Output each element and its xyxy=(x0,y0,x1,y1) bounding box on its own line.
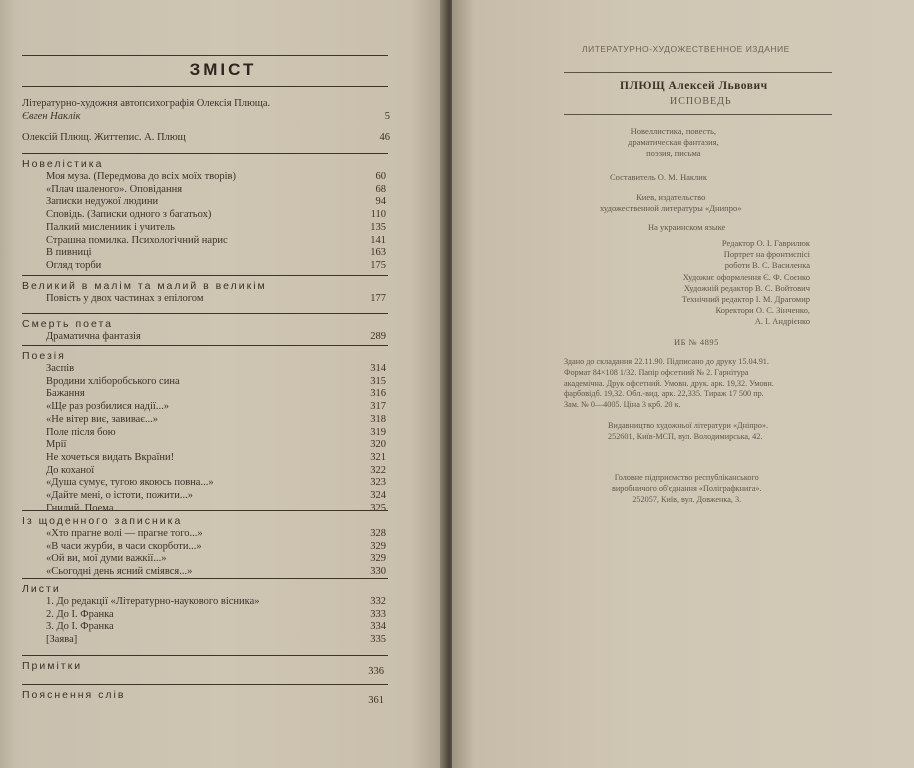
toc-entry: «Дайте мені, о істоти, пожити...» xyxy=(46,490,193,501)
toc-entry: «Сьогодні день ясний сміявся...» xyxy=(46,566,193,578)
printer-line: Головне підприємство республіканського xyxy=(614,473,759,482)
toc-entry: «Не вітер виє, завиває...» xyxy=(46,413,158,425)
print-line: фарбовідб. 19,32. Обл.-вид. арк. 22,335. Тираж 17 500 пр. xyxy=(564,389,764,399)
toc-page: 332 xyxy=(370,596,386,607)
toc-page: 325 xyxy=(370,502,386,514)
toc-page: 336 xyxy=(368,666,384,677)
section-rule xyxy=(22,684,388,685)
toc-page: 324 xyxy=(370,490,386,501)
toc-page: 323 xyxy=(370,477,386,489)
section-heading: Смерть поета xyxy=(22,318,113,330)
toc-entry: Олексій Плющ. Життепис. А. Плющ xyxy=(22,132,186,143)
toc-page: 317 xyxy=(370,401,386,413)
toc-page: 319 xyxy=(370,426,386,438)
toc-page: 322 xyxy=(370,464,386,476)
section-heading: Примітки xyxy=(22,660,83,672)
author-name: ПЛЮЩ Алексей Львович xyxy=(620,80,768,92)
toc-entry: До коханої xyxy=(46,464,95,476)
section-rule xyxy=(22,578,388,579)
toc-entry: «В часи журби, в часи скорботи...» xyxy=(46,540,202,552)
section-heading: Листи xyxy=(22,583,61,595)
toc-page: 330 xyxy=(370,566,386,578)
genre-line: поэзия, письма xyxy=(646,148,701,158)
toc-entry: Палкий мислениик і учитель xyxy=(46,221,175,233)
toc-entry: Бажання xyxy=(46,388,85,400)
toc-page: 328 xyxy=(370,528,386,539)
print-info xyxy=(564,357,774,411)
credit-line: Технічний редактор І. М. Драгомир xyxy=(681,294,810,305)
toc-page: 316 xyxy=(370,388,386,400)
toc-entry: Вродини хліборобського сина xyxy=(46,375,180,387)
toc-page: 135 xyxy=(370,221,386,233)
toc-entry: В пивниці xyxy=(46,247,92,259)
credit-line: Портрет на фронтиспісі xyxy=(723,249,810,260)
toc-entry: «Ще раз розбилися надії...» xyxy=(46,401,169,413)
toc-page: 60 xyxy=(375,171,386,182)
toc-page: 315 xyxy=(370,375,386,387)
toc-entry: Моя муза. (Передмова до всіх моїх творів) xyxy=(46,171,236,182)
publisher-line: художественной литературы «Днипро» xyxy=(600,203,742,213)
toc-entry: Поле після бою xyxy=(46,426,116,438)
toc-page: 163 xyxy=(370,247,386,259)
toc-page: 334 xyxy=(370,621,386,633)
printer-info xyxy=(612,472,762,505)
toc-entry: Літературно-художня автопсихографія Олексія Плюща. xyxy=(22,98,271,109)
toc-page: 68 xyxy=(375,183,386,195)
section-rule xyxy=(22,153,388,154)
series-label: ЛИТЕРАТУРНО-ХУДОЖЕСТВЕННОЕ ИЗДАНИЕ xyxy=(582,44,790,54)
toc-page: 333 xyxy=(370,608,386,620)
print-line: академічна. Друк офсетний. Умовн. друк. арк. 19,32. Умовн. xyxy=(564,378,774,388)
section-heading: Із щоденного записника xyxy=(22,515,183,527)
title-rule xyxy=(22,86,388,87)
credit-line: А. І. Андрієнко xyxy=(754,316,810,327)
ib-number: ИБ № 4895 xyxy=(674,337,719,347)
top-rule xyxy=(22,55,388,56)
imprint-rule xyxy=(564,72,832,73)
toc-page: 321 xyxy=(370,451,386,463)
toc-entry: Драматична фантазія xyxy=(46,331,141,342)
publisher-line: Киев, издательство xyxy=(636,192,706,202)
toc-page: 314 xyxy=(370,363,386,374)
toc-entry: «Хто прагне волі — прагне того...» xyxy=(46,528,203,539)
toc-entry: Записки недужої людини xyxy=(46,196,159,208)
toc-entry: «Душа сумує, тугою якоюсь повна...» xyxy=(46,477,214,489)
toc-entry: 2. До І. Франка xyxy=(46,608,114,620)
credit-line: Художнє оформлення Є. Ф. Соєнко xyxy=(682,271,810,282)
toc-entry: Гнилий. Поема xyxy=(46,502,114,514)
credit-line: Художній редактор В. С. Войтович xyxy=(683,282,810,293)
address-line: Видавництво художньої літератури «Дніпро». xyxy=(608,421,769,430)
toc-page: 318 xyxy=(370,413,386,425)
section-rule xyxy=(22,510,388,511)
toc-page: 329 xyxy=(370,540,386,552)
toc-entry: 3. До І. Франка xyxy=(46,621,114,633)
toc-entry: «Плач шаленого». Оповідання xyxy=(46,183,183,195)
section-heading: Поезія xyxy=(22,350,66,362)
section-rule xyxy=(22,655,388,656)
section-rule xyxy=(22,313,388,314)
toc-page: 177 xyxy=(370,293,386,304)
toc-entry: Страшна помилка. Психологічний нарис xyxy=(46,234,228,246)
section-rule xyxy=(22,275,388,276)
printer-line: виробничого об'єднання «Поліграфкнига». xyxy=(612,484,762,493)
toc-page: 335 xyxy=(370,634,386,646)
toc-page: 5 xyxy=(384,111,390,122)
toc-entry: Не хочеться видать Вкраїни! xyxy=(46,451,175,463)
toc-entry: «Ой ви, мої думи важкії...» xyxy=(46,553,167,565)
language-note: На украинском языке xyxy=(648,222,726,232)
toc-entry: 1. До редакції «Літературно-наукового вісника» xyxy=(46,596,260,607)
toc-page: 94 xyxy=(375,196,386,208)
print-line: Здано до складання 22.11.90. Підписано до друку 15.04.91. xyxy=(564,357,769,366)
toc-entry: Повість у двох частинах з епілогом xyxy=(46,293,204,304)
right-page xyxy=(452,0,914,768)
toc-entry: Сповідь. (Записки одного з багатьох) xyxy=(46,209,212,221)
toc-entry: Огляд торби xyxy=(46,259,102,271)
left-page xyxy=(0,0,446,768)
address-line: 252601, Київ-МСП, вул. Володимирська, 42. xyxy=(608,432,763,441)
section-rule xyxy=(22,345,388,346)
printer-line: 252057, Київ, вул. Довженка, 3. xyxy=(632,495,742,504)
toc-entry: Заспів xyxy=(46,363,75,374)
genre-line: Новеллистика, повесть, xyxy=(630,126,717,136)
section-heading: Великий в малім та малий в великім xyxy=(22,280,267,292)
credit-line: Редактор О. І. Гаврилюк xyxy=(721,238,810,248)
imprint-rule xyxy=(564,114,832,115)
toc-entry: [Заява] xyxy=(46,634,78,646)
toc-page: 361 xyxy=(368,695,384,706)
print-line: Формат 84×108 1/32. Папір офсетний № 2. Гарнітура xyxy=(564,367,749,377)
credit-line: Коректори О. С. Зінченко, xyxy=(715,305,810,316)
book-title: ИСПОВЕДЬ xyxy=(670,96,732,107)
credit-line: роботи В. С. Василенка xyxy=(724,260,810,271)
compiler: Составитель О. М. Наклик xyxy=(610,172,707,182)
toc-page: 320 xyxy=(370,439,386,451)
toc-page: 329 xyxy=(370,553,386,565)
toc-entry: Мрії xyxy=(46,439,67,451)
publisher-address xyxy=(608,420,768,442)
credits xyxy=(600,238,810,328)
contents-title: ЗМІСТ xyxy=(189,60,257,79)
toc-page: 289 xyxy=(370,331,386,342)
section-heading: Новелістика xyxy=(22,158,104,170)
toc-page: 175 xyxy=(370,259,386,271)
genres xyxy=(628,126,719,159)
toc-page: 46 xyxy=(379,132,390,143)
genre-line: драматическая фантазия, xyxy=(628,137,719,147)
toc-page: 110 xyxy=(370,209,386,221)
publisher-ru xyxy=(600,192,741,214)
toc-entry: Євген Наклік xyxy=(22,111,81,122)
toc-page: 141 xyxy=(370,234,386,246)
section-heading: Пояснення слів xyxy=(22,689,126,701)
print-line: Зам. № 0—4005. Ціна 3 крб. 20 к. xyxy=(564,400,681,410)
